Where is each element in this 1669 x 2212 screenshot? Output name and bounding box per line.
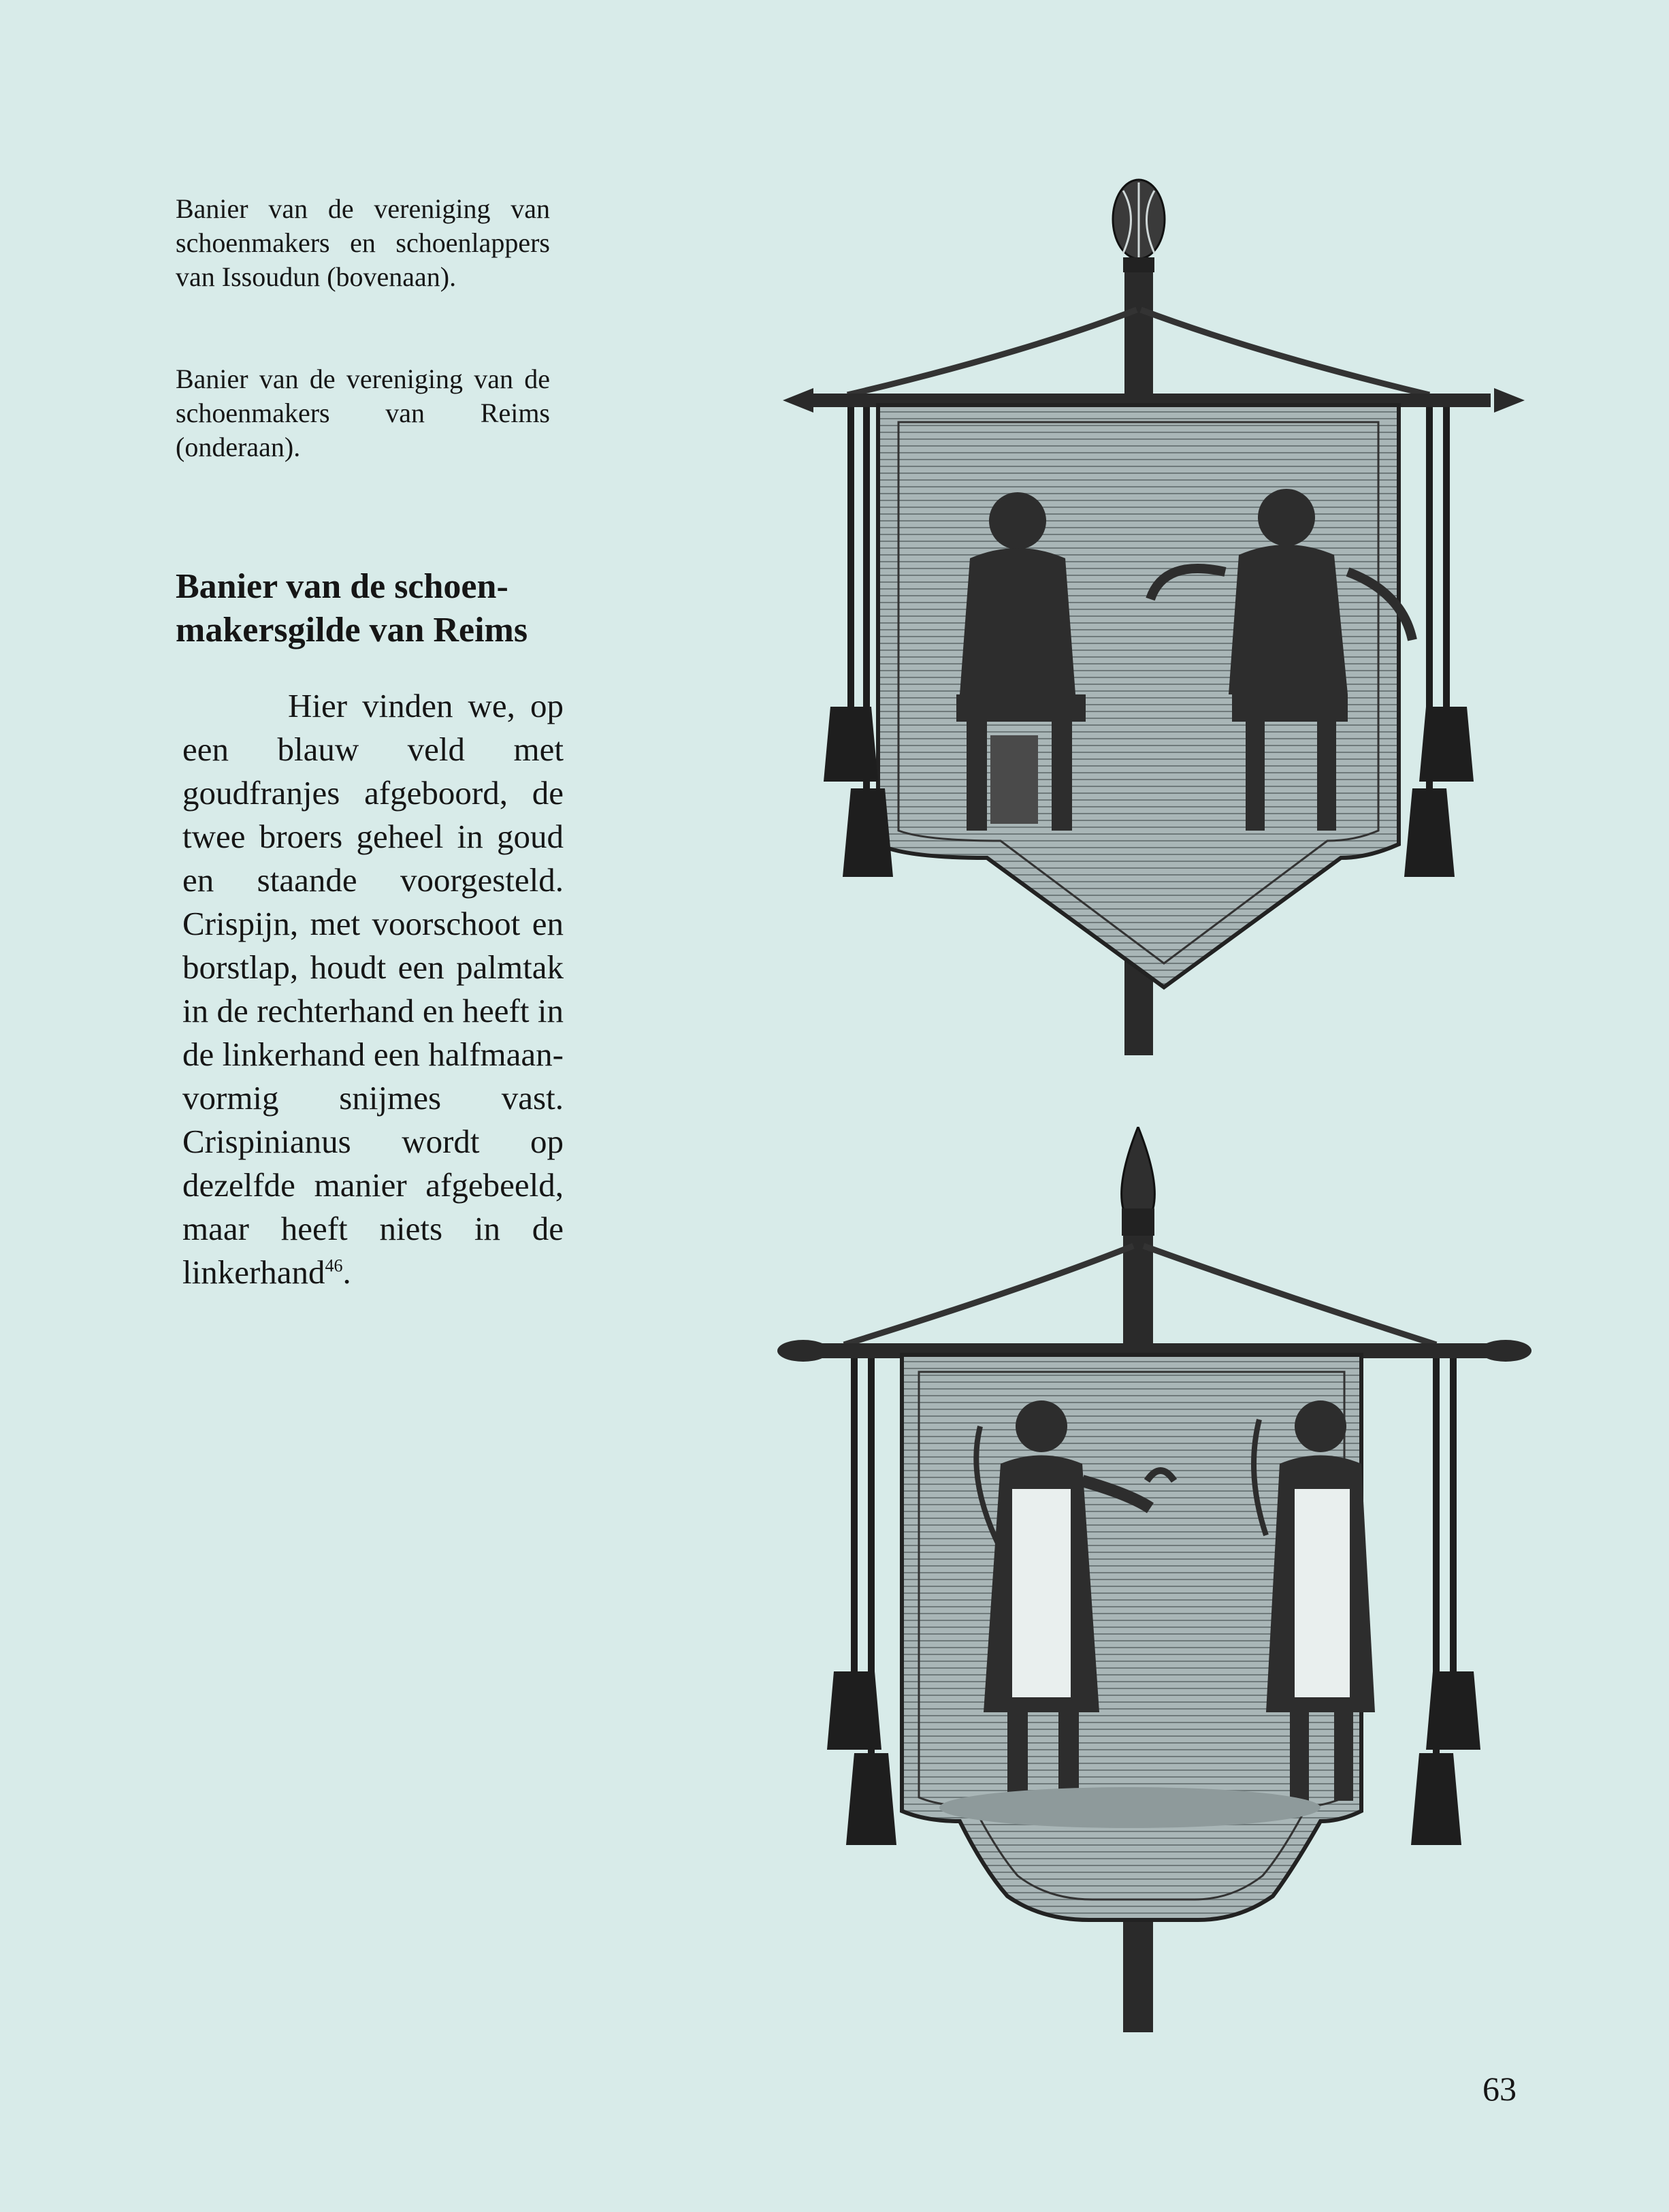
banner-issoudun-illustration bbox=[783, 177, 1532, 1055]
finial-icon bbox=[1122, 1127, 1155, 1236]
body-end: . bbox=[342, 1253, 351, 1291]
body-text: Hier vinden we, op een blauw veld met goudfranjes afgeboord, de twee broers geheel in goud en staande voorgesteld. Crispijn, met voorschoot en borstlap, houdt een palmtak in de rechterhand en heeft in de linkerhand een halfmaanvormig snijmes vast. Crispinianus wordt op dezelfde manier afgebeeld, maar heeft niets in de linkerhand bbox=[182, 687, 564, 1291]
footnote-ref: 46 bbox=[325, 1255, 343, 1276]
finial-icon bbox=[1113, 180, 1165, 272]
section-heading: Banier van de schoenmakersgilde van Reims bbox=[176, 567, 528, 650]
page-number: 63 bbox=[1482, 2070, 1517, 2108]
banner-reims-illustration bbox=[776, 1127, 1532, 2032]
caption-reims: Banier van de vereniging van de schoenmakers van Reims (onderaan). bbox=[176, 364, 550, 462]
caption-issoudun: Banier van de vereniging van schoenmakers en schoenlappers van Issoudun (bovenaan). bbox=[176, 193, 550, 292]
body-paragraph bbox=[182, 684, 564, 1294]
